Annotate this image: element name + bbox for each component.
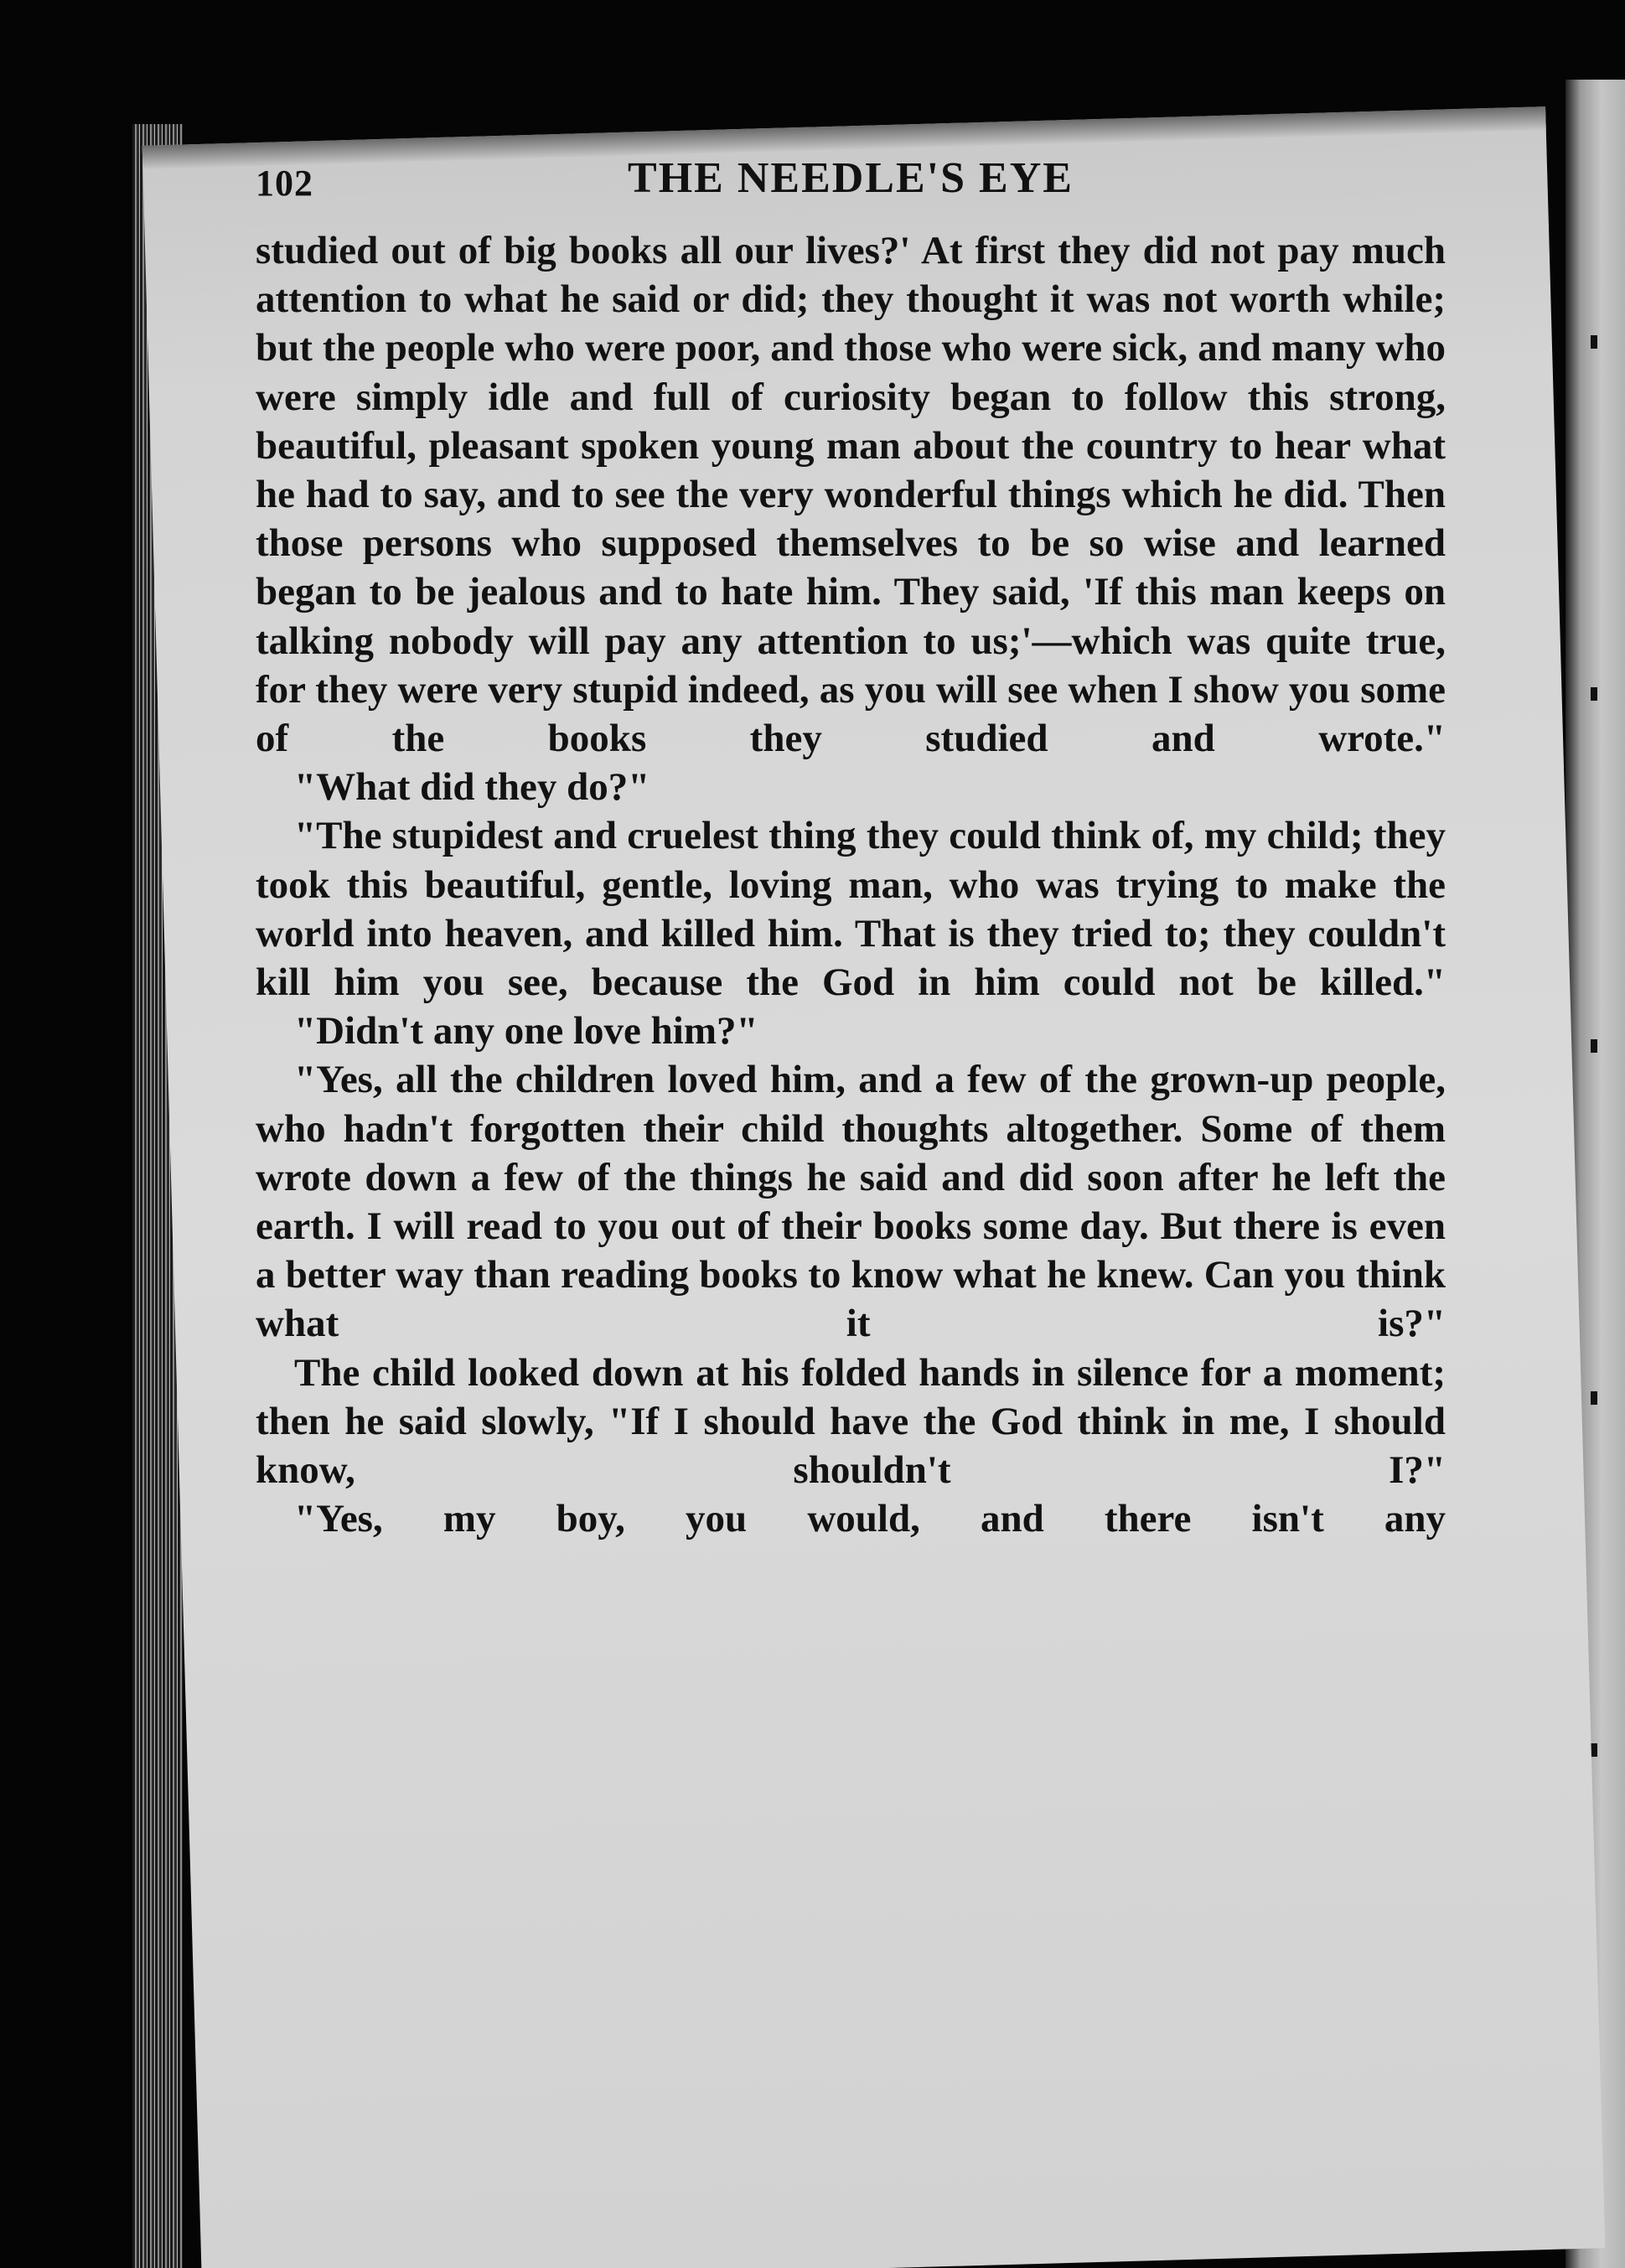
facing-page-marks (1591, 184, 1597, 2028)
paragraph: "Yes, all the children loved him, and a few of the grown-up people, who hadn't forgotten their child thoughts altogether. Some of them wrote down a few of the things he said and did soon after he left the earth. I will read to you out of their books some day. But there is even a better way than reading books to know what he knew. Can you think what it is?" (256, 1058, 1446, 1346)
paragraph: The child looked down at his folded hands in silence for a moment; then he said slowly, "If I should have the God think in me, I should know, shouldn't I?" (256, 1350, 1446, 1493)
running-head: THE NEEDLE'S EYE (628, 154, 1074, 202)
paragraph: "Yes, my boy, you would, and there isn't any (294, 1497, 1446, 1541)
body-text (256, 226, 1446, 1543)
paragraph: "The stupidest and cruelest thing they could think of, my child; they took this beautiful, gentle, loving man, who was trying to make the world into heaven, and killed him. That is they tried to; they couldn't kill him you see, because the God in him could not be killed." (256, 814, 1446, 1005)
page-header (256, 147, 1446, 222)
paragraph: "What did they do?" (294, 765, 650, 810)
page-number: 102 (256, 163, 313, 204)
paragraph: "Didn't any one love him?" (294, 1009, 758, 1054)
paragraph: studied out of big books all our lives?' At first they did not pay much attention to what he said or did; they thought it was not worth while; but the people who were poor, and those who were sick, and many who were simply idle and full of curiosity began to follow this strong, beautiful, pleasant spoken young man about the country to hear what he had to say, and to see the very wonderful things which he did. Then those persons who supposed themselves to be so wise and learned began to be jealous and to hate him. They said, 'If this man keeps on talking nobody will pay any attention to us;'—which was quite true, for they were very stupid indeed, as you will see when I show you some of the books they studied and wrote." (256, 229, 1446, 761)
